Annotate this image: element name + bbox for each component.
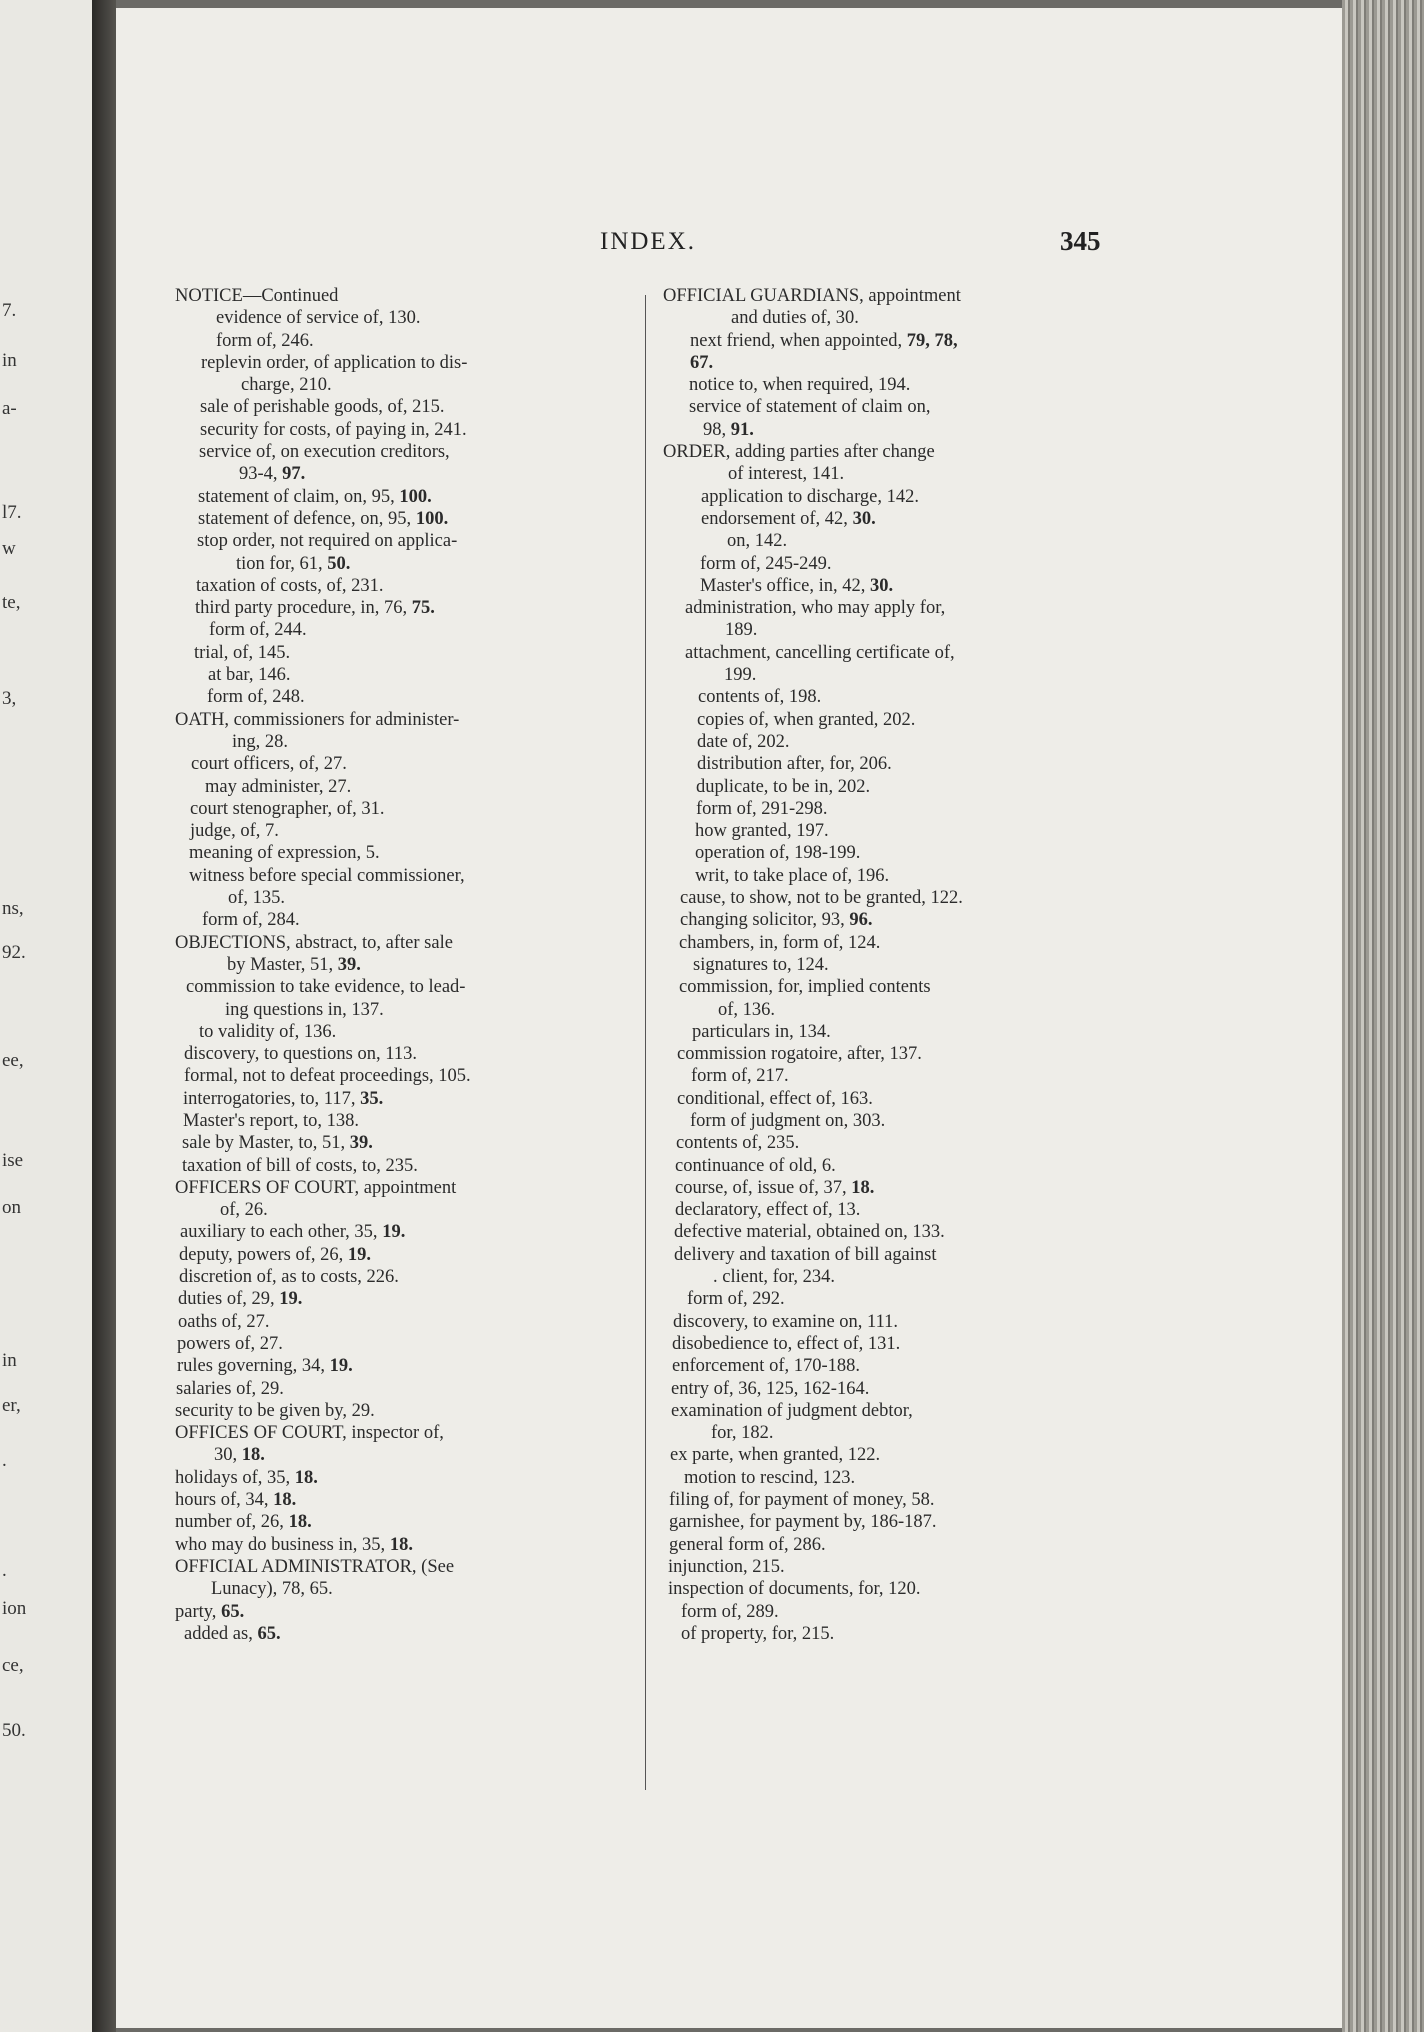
index-entry: form of, 292. (687, 1289, 785, 1310)
index-entry: party, 65. (175, 1601, 245, 1622)
index-entry: writ, to take place of, 196. (695, 865, 890, 886)
index-entry: 98, 91. (703, 419, 754, 440)
index-entry: ORDER, adding parties after change (663, 442, 935, 463)
index-entry: commission to take evidence, to lead- (186, 977, 466, 998)
index-entry: changing solicitor, 93, 96. (680, 910, 873, 931)
index-entry: for, 182. (711, 1423, 774, 1444)
index-entry: OFFICERS OF COURT, appointment (175, 1177, 457, 1198)
index-entry: on, 142. (727, 531, 788, 552)
index-entry: taxation of bill of costs, to, 235. (182, 1155, 418, 1176)
index-entry: injunction, 215. (668, 1556, 785, 1577)
index-entry: particulars in, 134. (692, 1021, 831, 1042)
index-entry: Lunacy), 78, 65. (211, 1579, 333, 1600)
index-entry: contents of, 235. (676, 1133, 800, 1154)
index-entry: Master's report, to, 138. (183, 1110, 359, 1131)
index-entry: deputy, powers of, 26, 19. (179, 1244, 371, 1265)
index-column-right (663, 285, 1113, 1645)
index-entry: how granted, 197. (695, 821, 829, 842)
facing-page-text: in (2, 1350, 17, 1371)
column-divider (645, 295, 646, 1790)
facing-page-text: 7. (2, 300, 17, 321)
index-entry: sale of perishable goods, of, 215. (200, 397, 445, 418)
index-entry: court officers, of, 27. (191, 754, 347, 775)
index-entry: 30, 18. (214, 1445, 265, 1466)
index-entry: of, 26. (220, 1200, 268, 1221)
book-gutter (92, 0, 116, 2032)
facing-page-text: on (2, 1197, 21, 1218)
facing-page-text: l7. (2, 502, 22, 523)
index-entry: form of, 248. (207, 687, 305, 708)
facing-page-text: ion (2, 1598, 27, 1619)
index-entry: OFFICIAL GUARDIANS, appointment (663, 286, 961, 306)
facing-page-text: . (2, 1560, 7, 1581)
index-entry: witness before special commissioner, (189, 865, 465, 886)
facing-page-text: 50. (2, 1720, 26, 1741)
index-entry: form of, 244. (209, 620, 307, 641)
index-entry: form of judgment on, 303. (690, 1110, 886, 1131)
index-entry: auxiliary to each other, 35, 19. (180, 1222, 406, 1243)
index-entry: general form of, 286. (669, 1534, 826, 1555)
index-entry: form of, 284. (202, 910, 300, 931)
index-entry: 199. (724, 665, 757, 686)
index-entry: duplicate, to be in, 202. (696, 776, 871, 797)
facing-page-text: 92. (2, 942, 26, 963)
index-column-left (175, 285, 630, 1645)
index-entry: may administer, 27. (205, 776, 352, 797)
index-entry: form of, 289. (681, 1601, 779, 1622)
index-entry: number of, 26, 18. (175, 1512, 312, 1533)
index-entry: and duties of, 30. (731, 308, 859, 329)
index-entry: discovery, to questions on, 113. (184, 1044, 417, 1065)
index-entry: 67. (690, 352, 714, 373)
index-entry: course, of, issue of, 37, 18. (675, 1177, 875, 1198)
index-entry: delivery and taxation of bill against (674, 1244, 937, 1265)
index-entry: ing questions in, 137. (225, 999, 384, 1020)
index-entry: rules governing, 34, 19. (177, 1356, 353, 1377)
index-entry: by Master, 51, 39. (227, 954, 361, 975)
index-entry: who may do business in, 35, 18. (175, 1534, 413, 1555)
index-entry: form of, 217. (691, 1066, 789, 1087)
index-entry: trial, of, 145. (194, 642, 291, 663)
facing-page-text: te, (2, 592, 21, 613)
index-entry: examination of judgment debtor, (671, 1400, 913, 1421)
index-entry: of interest, 141. (728, 464, 845, 485)
index-entry: service of, on execution creditors, (199, 442, 450, 463)
index-entry: court stenographer, of, 31. (190, 798, 385, 819)
index-entry: of, 135. (228, 888, 286, 909)
index-entry: Master's office, in, 42, 30. (700, 575, 894, 596)
index-entry: entry of, 36, 125, 162-164. (671, 1378, 870, 1399)
facing-page-text: . (2, 1450, 7, 1471)
index-entry: endorsement of, 42, 30. (701, 508, 876, 529)
index-entry: security for costs, of paying in, 241. (200, 419, 467, 440)
index-entry: attachment, cancelling certificate of, (685, 642, 955, 663)
index-entry: commission rogatoire, after, 137. (677, 1044, 922, 1065)
index-entry: form of, 245-249. (700, 553, 832, 574)
facing-page-text: in (2, 350, 17, 371)
index-entry: tion for, 61, 50. (236, 553, 351, 574)
index-entry: application to discharge, 142. (701, 486, 920, 507)
index-entry: meaning of expression, 5. (189, 843, 380, 864)
index-entry: motion to rescind, 123. (684, 1467, 856, 1488)
index-entry: enforcement of, 170-188. (672, 1356, 861, 1377)
running-header: INDEX. (600, 228, 697, 255)
facing-page-text: ns, (2, 898, 24, 919)
index-entry: at bar, 146. (208, 665, 291, 686)
index-entry: declaratory, effect of, 13. (675, 1200, 861, 1221)
index-entry: OFFICIAL ADMINISTRATOR, (See (175, 1556, 455, 1577)
index-entry: discovery, to examine on, 111. (673, 1311, 899, 1332)
index-entry: hours of, 34, 18. (175, 1490, 297, 1511)
index-entry: formal, not to defeat proceedings, 105. (184, 1066, 471, 1087)
facing-page-text: a- (2, 398, 17, 419)
index-entry: operation of, 198-199. (695, 843, 861, 864)
index-entry: conditional, effect of, 163. (677, 1088, 873, 1109)
facing-page-text: er, (2, 1395, 21, 1416)
index-entry: holidays of, 35, 18. (175, 1467, 318, 1488)
page-edges (1342, 0, 1424, 2032)
index-entry: administration, who may apply for, (685, 598, 946, 619)
index-entry: judge, of, 7. (190, 821, 279, 842)
index-entry: date of, 202. (697, 731, 790, 752)
index-entry: chambers, in, form of, 124. (679, 932, 881, 953)
index-entry: of, 136. (718, 999, 776, 1020)
facing-page-text: ce, (2, 1655, 24, 1676)
index-entry: charge, 210. (241, 375, 332, 396)
index-entry: sale by Master, to, 51, 39. (182, 1133, 373, 1154)
index-entry: oaths of, 27. (178, 1311, 270, 1332)
index-entry: cause, to show, not to be granted, 122. (680, 888, 963, 909)
index-entry: copies of, when granted, 202. (697, 709, 916, 730)
facing-page-text: w (2, 538, 16, 559)
index-entry: duties of, 29, 19. (178, 1289, 303, 1310)
page-number: 345 (1060, 226, 1101, 256)
index-entry: inspection of documents, for, 120. (668, 1579, 921, 1600)
index-entry: replevin order, of application to dis- (201, 352, 468, 373)
index-entry: next friend, when appointed, 79, 78, (690, 330, 958, 351)
index-entry: service of statement of claim on, (689, 397, 931, 418)
index-entry: salaries of, 29. (176, 1378, 284, 1399)
index-entry: taxation of costs, of, 231. (196, 575, 384, 596)
facing-page-fragment (0, 0, 92, 2032)
index-entry: 189. (725, 620, 758, 641)
index-entry: 93-4, 97. (239, 464, 306, 485)
index-entry: ing, 28. (232, 731, 289, 752)
index-entry: third party procedure, in, 76, 75. (195, 598, 435, 619)
index-entry: NOTICE—Continued (175, 286, 339, 306)
index-entry: OATH, commissioners for administer- (175, 709, 460, 730)
facing-page-text: 3, (2, 688, 17, 709)
index-entry: ex parte, when granted, 122. (670, 1445, 881, 1466)
index-entry: commission, for, implied contents (679, 977, 931, 998)
index-entry: form of, 291-298. (696, 798, 828, 819)
index-entry: interrogatories, to, 117, 35. (183, 1088, 384, 1109)
index-entry: powers of, 27. (177, 1333, 283, 1354)
index-entry: statement of claim, on, 95, 100. (198, 486, 432, 507)
index-entry: statement of defence, on, 95, 100. (198, 508, 449, 529)
index-entry: disobedience to, effect of, 131. (672, 1333, 901, 1354)
index-entry: continuance of old, 6. (675, 1155, 836, 1176)
index-entry: discretion of, as to costs, 226. (179, 1267, 399, 1288)
index-entry: form of, 246. (216, 330, 314, 351)
index-entry: filing of, for payment of money, 58. (669, 1490, 935, 1511)
index-entry: distribution after, for, 206. (697, 754, 892, 775)
index-entry: contents of, 198. (698, 687, 822, 708)
facing-page-text: ee, (2, 1050, 24, 1071)
index-entry: . client, for, 234. (713, 1267, 836, 1288)
index-entry: of property, for, 215. (681, 1623, 835, 1644)
index-entry: signatures to, 124. (693, 954, 829, 975)
facing-page-text: ise (2, 1150, 24, 1171)
index-entry: added as, 65. (184, 1623, 281, 1644)
index-entry: evidence of service of, 130. (216, 308, 421, 329)
index-entry: garnishee, for payment by, 186-187. (669, 1512, 937, 1533)
index-entry: notice to, when required, 194. (689, 375, 911, 396)
index-entry: OFFICES OF COURT, inspector of, (175, 1423, 444, 1444)
index-entry: security to be given by, 29. (175, 1400, 375, 1421)
index-entry: OBJECTIONS, abstract, to, after sale (175, 932, 453, 953)
index-entry: stop order, not required on applica- (197, 531, 458, 552)
index-entry: to validity of, 136. (199, 1021, 337, 1042)
index-entry: defective material, obtained on, 133. (674, 1222, 945, 1243)
